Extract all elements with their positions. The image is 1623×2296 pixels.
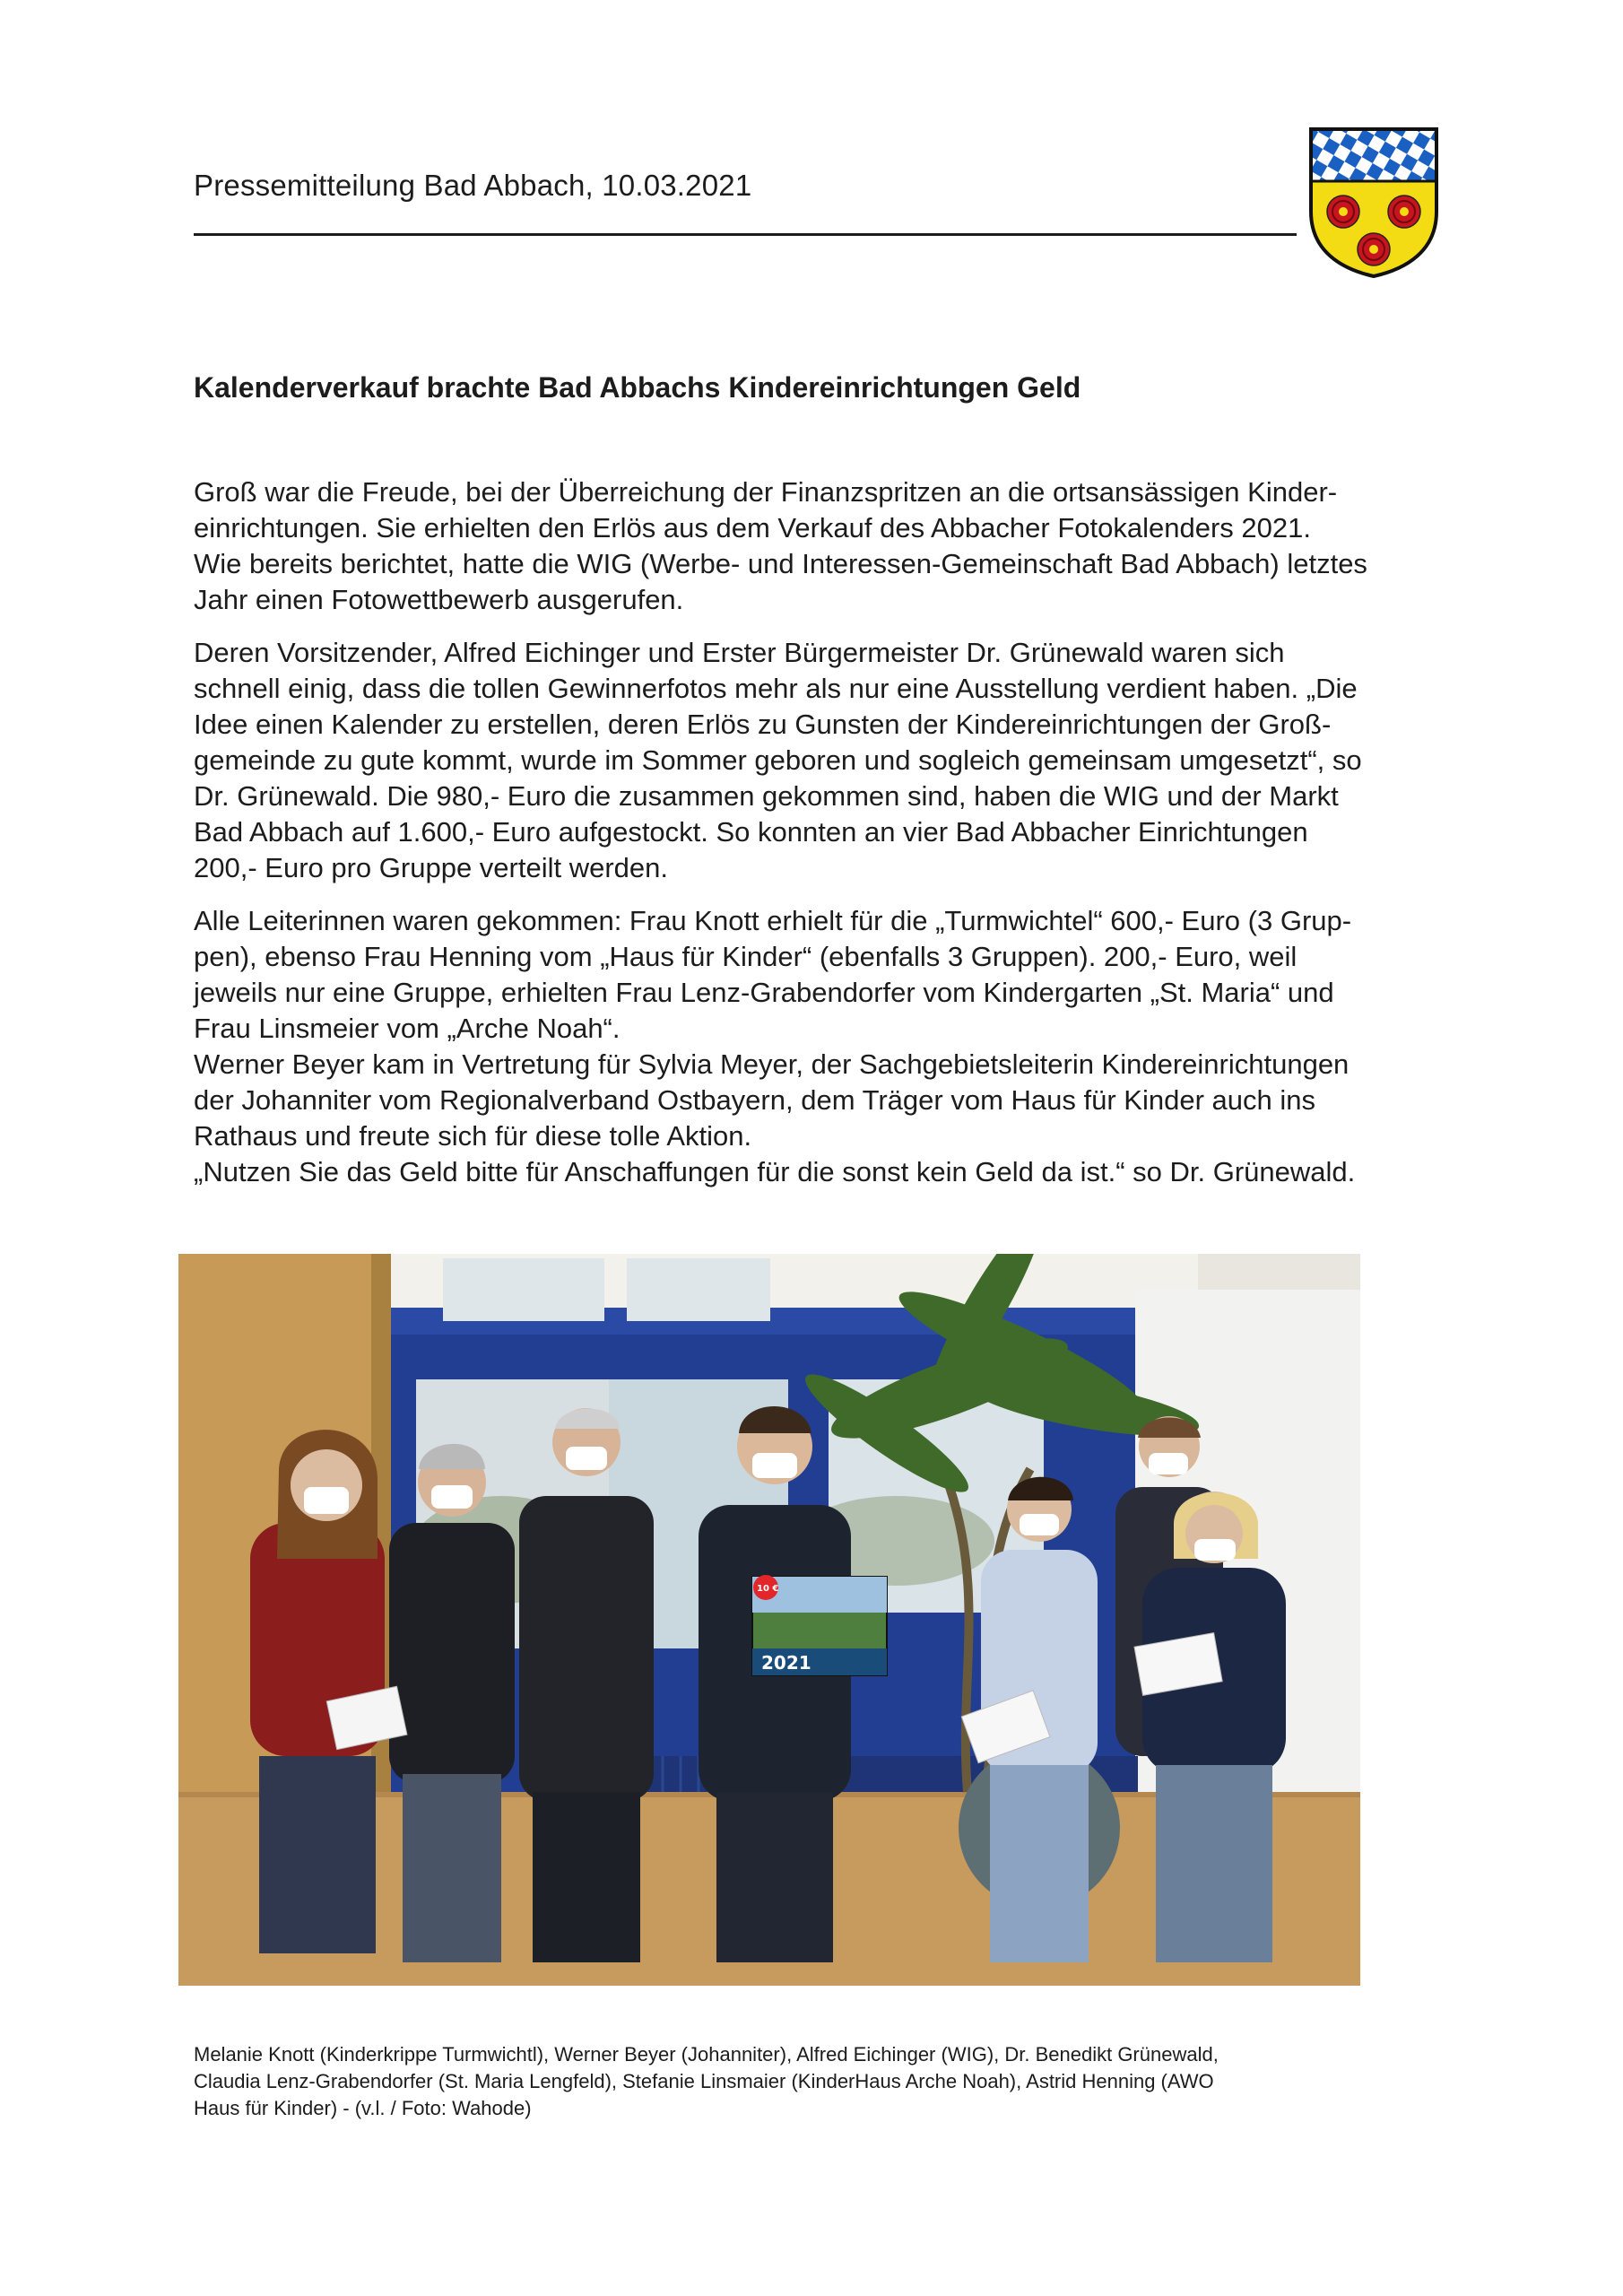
press-release-title: Pressemitteilung Bad Abbach, 10.03.2021 [194,169,752,202]
paragraph: Werner Beyer kam in Vertretung für Sylvia Meyer, der Sachgebietsleiterin Kindereinrichtungen der Johanniter vom Regionalverband Ostbayern, dem Träger vom Haus für Kinder auch ins Rathaus und freute sich für diese tolle Aktion. [194,1048,1350,1152]
header-divider [194,233,1297,236]
photo-caption: Melanie Knott (Kinderkrippe Turmwichtl), Werner Beyer (Johanniter), Alfred Eichinger (WIG), Dr. Benedikt Grünewald, Claudia Lenz-Grabendorfer (St. Maria Lengfeld), Stefanie Linsmaier (KinderHaus Arche Noah), Astrid Henning (AWO Haus für Kinder) - (v.l. / Foto: Wahode) [194,2043,1219,2119]
calendar-badge: 10 € [757,1584,779,1594]
paragraph: „Nutzen Sie das Geld bitte für Anschaffungen für die sonst kein Geld da ist.“ so Dr. Grünewald. [194,1156,1356,1187]
calendar-year: 2021 [761,1652,812,1674]
group-photo [178,1254,1360,1986]
coat-of-arms-icon [1307,126,1440,278]
paragraph: Alle Leiterinnen waren gekommen: Frau Knott erhielt für die „Turmwichtel“ 600,- Euro (3 Grup- pen), ebenso Frau Henning vom „Haus für Kinder“ (ebenfalls 3 Gruppen). 200,- Euro, weil jeweils nur eine Gruppe, erhielten Frau Lenz-Grabendorfer vom Kindergarten „St. Maria“ und Frau Linsmeier vom „Arche Noah“. [194,905,1352,1044]
paragraph: Groß war die Freude, bei der Überreichung der Finanzspritzen an die ortsansässigen Kinder- einrichtungen. Sie erhielten den Erlös aus dem Verkauf des Abbacher Fotokalenders 2021. Wie bereits berichtet, hatte die WIG (Werbe- und Interessen-Gemeinschaft Bad Abbach) letztes Jahr einen Fotowettbewerb ausgerufen. [194,476,1367,615]
article-headline: Kalenderverkauf brachte Bad Abbachs Kindereinrichtungen Geld [194,371,1081,404]
article-body [194,474,1476,1190]
paragraph: Deren Vorsitzender, Alfred Eichinger und Erster Bürgermeister Dr. Grünewald waren sich schnell einig, dass die tollen Gewinnerfotos mehr als nur eine Ausstellung verdient haben. „Die Idee einen Kalender zu erstellen, deren Erlös zu Gunsten der Kindereinrichtungen der Groß- gemeinde zu gute kommt, wurde im Sommer geboren und sogleich gemeinsam umgesetzt“, so Dr. Grünewald. Die 980,- Euro die zusammen gekommen sind, haben die WIG und der Markt Bad Abbach auf 1.600,- Euro aufgestockt. So konnten an vier Bad Abbacher Einrichtungen 200,- Euro pro Gruppe verteilt werden. [194,637,1362,883]
